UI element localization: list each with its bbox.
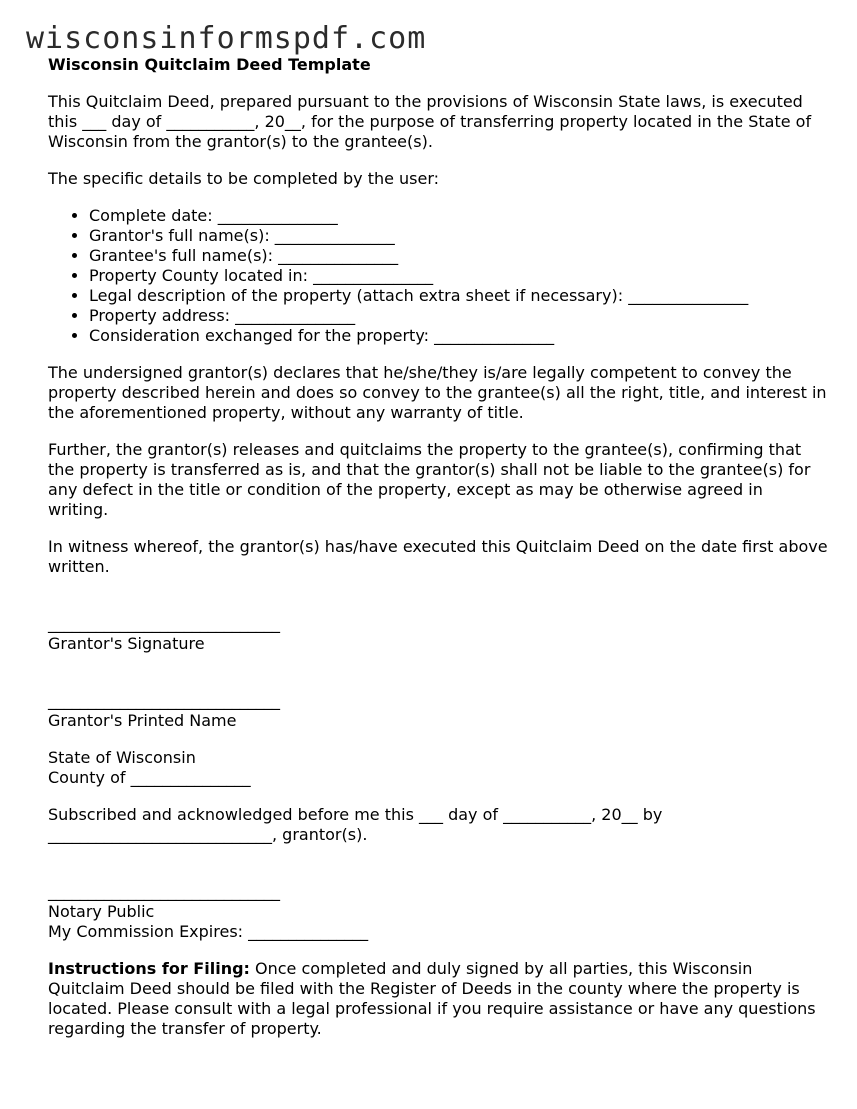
intro-paragraph: This Quitclaim Deed, prepared pursuant to the provisions of Wisconsin State laws, is executed this ___ day of ___________, 20__, for the purpose of transferring property located in the State of Wisconsin from the grantor(s) to the grantee(s). [48,92,812,151]
acknowledgment-line-2: ____________________________, grantor(s). [48,825,368,844]
list-item: • Property address: _______________ [89,306,828,326]
commission-expires-line: My Commission Expires: _______________ [48,922,369,941]
notary-block [48,882,828,942]
document-body [48,55,828,1056]
list-item: • Grantor's full name(s): _______________ [89,226,828,246]
grantor-printed-name-line: _____________________________ [48,691,280,710]
filing-instructions-label: Instructions for Filing: [48,959,250,978]
list-item: • Property County located in: _______________ [89,266,828,286]
grantor-signature-label: Grantor's Signature [48,634,205,653]
acknowledgment-line-1: Subscribed and acknowledged before me this ___ day of ___________, 20__ by [48,805,663,824]
venue-block [48,748,828,788]
list-item: • Grantee's full name(s): _______________ [89,246,828,266]
notary-signature-line: _____________________________ [48,882,280,901]
grantor-signature-block [48,614,828,654]
filing-instructions-text: Once completed and duly signed by all parties, this Wisconsin Quitclaim Deed should be filed with the Register of Deeds in the county where the property is located. Please consult with a legal professional if you require assistance or have any questions regarding the transfer of property. [48,959,816,1038]
notary-label: Notary Public [48,902,155,921]
list-item: • Legal description of the property (attach extra sheet if necessary): _______________ [89,286,828,306]
filing-instructions [48,959,828,1039]
site-watermark: wisconsinformspdf.com [26,21,427,56]
county-line: County of _______________ [48,768,251,787]
acknowledgment-block [48,805,828,845]
grantor-printed-name-block [48,691,828,731]
details-heading: The specific details to be completed by the user: [48,169,440,188]
witness-paragraph: In witness whereof, the grantor(s) has/have executed this Quitclaim Deed on the date first above written. [48,537,828,576]
list-item: • Complete date: _______________ [89,206,828,226]
details-list [48,206,828,346]
grantor-signature-line: _____________________________ [48,614,280,633]
grantor-printed-name-label: Grantor's Printed Name [48,711,237,730]
declaration-paragraph: The undersigned grantor(s) declares that he/she/they is/are legally competent to convey the property described herein and does so convey to the grantee(s) all the right, title, and interest in the aforementioned property, without any warranty of title. [48,363,827,422]
release-paragraph: Further, the grantor(s) releases and quitclaims the property to the grantee(s), confirming that the property is transferred as is, and that the grantor(s) shall not be liable to the grantee(s) for any defect in the title or condition of the property, except as may be otherwise agreed in writing. [48,440,811,519]
state-line: State of Wisconsin [48,748,196,767]
list-item: • Consideration exchanged for the property: _______________ [89,326,828,346]
document-title: Wisconsin Quitclaim Deed Template [48,55,371,74]
